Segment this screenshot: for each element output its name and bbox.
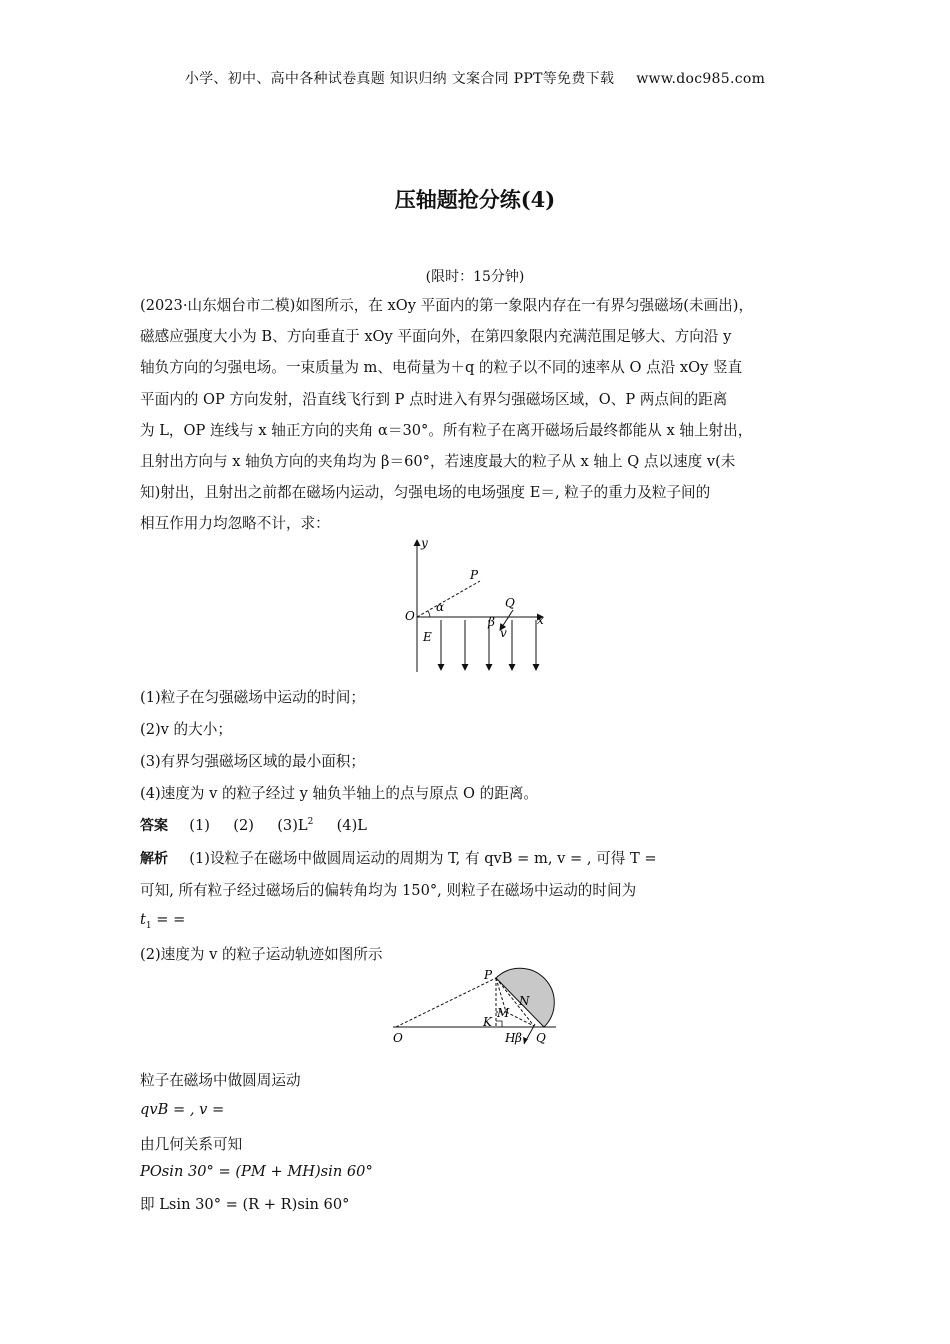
page-header [0,68,950,88]
solution-line-1: (1)设粒子在磁场中做圆周运动的周期为 T, 有 qvB = m, v = , 可得 T = [189,850,657,867]
page-title: 压轴题抢分练(4) [394,187,556,212]
problem-line: 平面内的 OP 方向发射，沿直线飞行到 P 点时进入有界匀强磁场区域，O、P 两点间的距离 [140,390,728,408]
problem-line: 磁感应强度大小为 B、方向垂直于 xOy 平面向外，在第四象限内充满范围足够大、方向沿 y [140,328,732,346]
answer-3: (3)L [277,817,308,834]
time-limit: (限时：15分钟) [425,269,525,285]
problem-statement [140,290,820,540]
label-v: v [500,626,507,640]
solution-line-6: qvB = , v = [140,1101,225,1118]
label-O: O [393,1031,403,1045]
mq-line [506,1012,534,1026]
right-angle-mark [496,1021,502,1027]
solution-t: t [140,911,146,928]
label-H: H [505,1031,516,1045]
answer-label: 答案 [140,818,168,834]
label-P: P [470,568,479,582]
op-line [417,581,480,617]
question-2: (2)v 的大小； [140,721,232,738]
op-line [396,978,496,1027]
solution-line-9: 即 Lsin 30° = (R + R)sin 60° [140,1196,350,1213]
solution-t-sub: 1 [145,920,152,931]
figure-field-diagram [398,534,558,676]
problem-line: 相互作用力均忽略不计，求： [140,515,330,533]
label-Q: Q [536,1031,546,1045]
problem-line: 且射出方向与 x 轴负方向的夹角均为 β＝60°，若速度最大的粒子从 x 轴上 Q 点以速度 v(未 [140,453,736,471]
question-1: (1)粒子在匀强磁场中运动的时间； [140,689,365,706]
answer-2: (2) [233,817,254,834]
label-alpha: α [436,600,445,614]
label-beta: β [515,1031,522,1045]
label-M: M [497,1006,510,1020]
problem-line: 为 L，OP 连线与 x 轴正方向的夹角 α＝30°。所有粒子在离开磁场后最终都能从 x 轴上射出， [140,421,753,439]
answer-4: (4)L [336,817,367,834]
label-E: E [423,630,432,644]
label-x: x [537,613,544,627]
label-O: O [405,609,415,623]
solution-row-3 [140,911,185,931]
label-K: K [483,1015,492,1029]
label-Q: Q [505,596,515,610]
alpha-arc [428,611,430,617]
solution-row-1 [140,847,657,868]
solution-line-8: POsin 30° = (PM + MH)sin 60° [140,1163,373,1180]
problem-line: 知)射出，且射出之前都在磁场内运动，匀强电场的电场强度 E＝, 粒子的重力及粒子间的 [140,484,711,502]
figure-trajectory-diagram [388,966,560,1048]
answer-3-sup: 2 [307,817,314,828]
solution-line-4: (2)速度为 v 的粒子运动轨迹如图所示 [140,946,383,963]
answer-row [140,815,367,835]
solution-line-3: = = [151,911,186,928]
problem-line: 轴负方向的匀强电场。一束质量为 m、电荷量为＋q 的粒子以不同的速率从 O 点沿 xOy 竖直 [140,359,743,377]
label-y: y [421,536,428,550]
header-url[interactable]: www.doc985.com [636,71,766,87]
solution-line-2: 可知, 所有粒子经过磁场后的偏转角均为 150°, 则粒子在磁场中运动的时间为 [140,882,637,899]
solution-label: 解析 [140,851,168,867]
solution-line-5: 粒子在磁场中做圆周运动 [140,1072,301,1089]
label-N: N [519,994,530,1008]
solution-line-7: 由几何关系可知 [140,1136,243,1153]
question-4: (4)速度为 v 的粒子经过 y 轴负半轴上的点与原点 O 的距离。 [140,785,539,802]
question-3: (3)有界匀强磁场区域的最小面积； [140,753,365,770]
problem-line: (2023·山东烟台市二模)如图所示，在 xOy 平面内的第一象限内存在一有界匀强磁场(未画出)， [140,297,754,314]
label-beta: β [488,615,495,629]
answer-1: (1) [189,817,210,834]
label-P: P [484,968,493,982]
header-text: 小学、初中、高中各种试卷真题 知识归纳 文案合同 PPT等免费下载 [184,71,615,87]
